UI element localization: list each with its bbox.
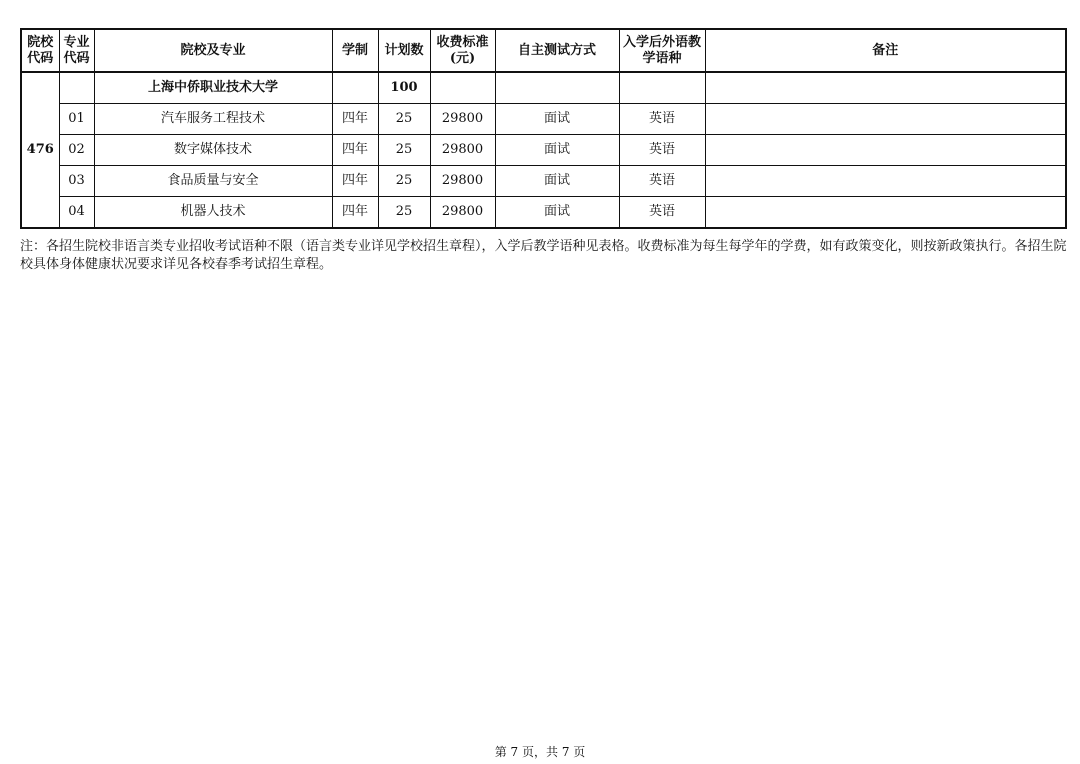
major-code-cell: 01 — [59, 104, 94, 135]
remarks-cell — [705, 166, 1066, 197]
header-fee: 收费标准(元) — [430, 29, 495, 72]
remarks-cell — [705, 197, 1066, 229]
school-plan-cell: 100 — [378, 72, 430, 104]
school-major-code-cell — [59, 72, 94, 104]
language-cell: 英语 — [619, 104, 705, 135]
school-code-cell: 476 — [21, 72, 59, 228]
page-number: 第 7 页，共 7 页 — [494, 745, 586, 759]
plan-cell: 25 — [378, 104, 430, 135]
major-name-cell: 汽车服务工程技术 — [94, 104, 332, 135]
school-name-cell: 上海中侨职业技术大学 — [94, 72, 332, 104]
header-school-major: 院校及专业 — [94, 29, 332, 72]
header-duration: 学制 — [332, 29, 378, 72]
test-cell: 面试 — [495, 135, 619, 166]
duration-cell: 四年 — [332, 104, 378, 135]
table-header-row — [21, 29, 1066, 72]
header-major-code: 专业代码 — [59, 29, 94, 72]
language-cell: 英语 — [619, 135, 705, 166]
school-row — [21, 72, 1066, 104]
major-code-cell: 04 — [59, 197, 94, 229]
test-cell: 面试 — [495, 104, 619, 135]
plan-cell: 25 — [378, 135, 430, 166]
major-name-cell: 数字媒体技术 — [94, 135, 332, 166]
school-duration-cell — [332, 72, 378, 104]
test-cell: 面试 — [495, 166, 619, 197]
enrollment-table — [20, 28, 1067, 229]
language-cell: 英语 — [619, 166, 705, 197]
duration-cell: 四年 — [332, 166, 378, 197]
major-name-cell: 机器人技术 — [94, 197, 332, 229]
fee-cell: 29800 — [430, 197, 495, 229]
remarks-cell — [705, 104, 1066, 135]
fee-cell: 29800 — [430, 135, 495, 166]
duration-cell: 四年 — [332, 135, 378, 166]
header-language: 入学后外语教学语种 — [619, 29, 705, 72]
school-fee-cell — [430, 72, 495, 104]
major-code-cell: 02 — [59, 135, 94, 166]
header-test-method: 自主测试方式 — [495, 29, 619, 72]
test-cell: 面试 — [495, 197, 619, 229]
table-row — [21, 104, 1066, 135]
footnote: 注：各招生院校非语言类专业招收考试语种不限（语言类专业详见学校招生章程），入学后教学语种见表格。收费标准为每生每学年的学费，如有政策变化，则按新政策执行。各招生院校具体身体健康状况要求详见各校春季考试招生章程。 — [20, 239, 1067, 272]
table-row — [21, 135, 1066, 166]
remarks-cell — [705, 135, 1066, 166]
school-remarks-cell — [705, 72, 1066, 104]
table-row — [21, 197, 1066, 229]
plan-cell: 25 — [378, 166, 430, 197]
major-name-cell: 食品质量与安全 — [94, 166, 332, 197]
major-code-cell: 03 — [59, 166, 94, 197]
school-test-cell — [495, 72, 619, 104]
language-cell: 英语 — [619, 197, 705, 229]
table-row — [21, 166, 1066, 197]
header-remarks: 备注 — [705, 29, 1066, 72]
fee-cell: 29800 — [430, 166, 495, 197]
school-language-cell — [619, 72, 705, 104]
fee-cell: 29800 — [430, 104, 495, 135]
duration-cell: 四年 — [332, 197, 378, 229]
header-school-code: 院校代码 — [21, 29, 59, 72]
header-plan: 计划数 — [378, 29, 430, 72]
plan-cell: 25 — [378, 197, 430, 229]
